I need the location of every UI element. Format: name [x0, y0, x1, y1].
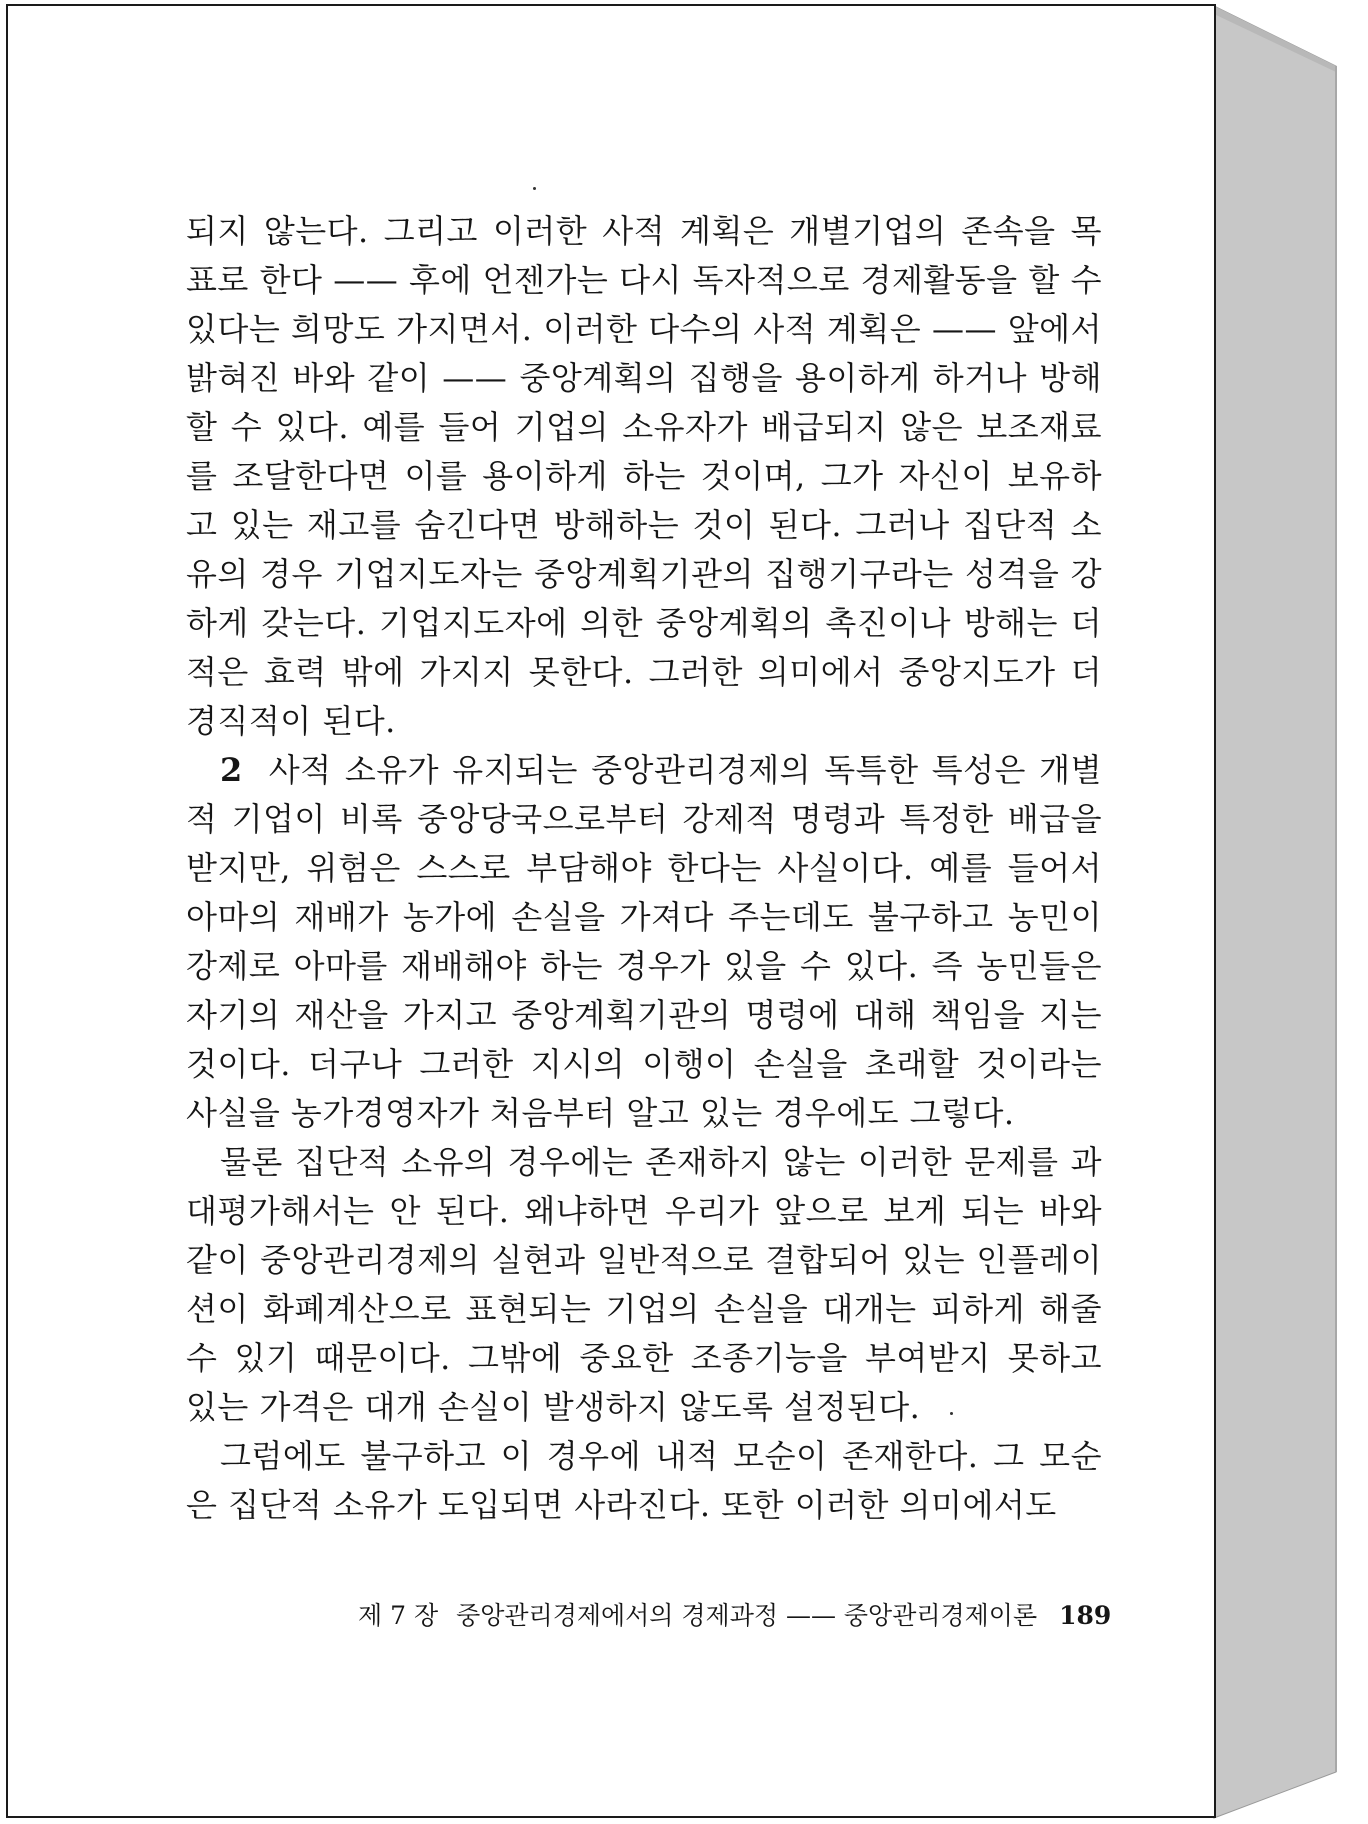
text-line: [186, 1432, 1102, 1481]
text-line: [186, 1285, 1102, 1334]
paragraph: [186, 1432, 1102, 1530]
text-line: [186, 844, 1102, 893]
line-text: 할 수 있다. 예를 들어 기업의 소유자가 배급되지 않은 보조재료: [186, 408, 1102, 446]
paragraph: [186, 1138, 1102, 1432]
text-line: [186, 403, 1102, 452]
line-text: 있다는 희망도 가지면서. 이러한 다수의 사적 계획은 —— 앞에서: [186, 310, 1102, 348]
text-line: [186, 305, 1102, 354]
line-text: 대평가해서는 안 된다. 왜냐하면 우리가 앞으로 보게 되는 바와: [186, 1192, 1102, 1230]
line-text: 유의 경우 기업지도자는 중앙계획기관의 집행기구라는 성격을 강: [186, 555, 1102, 593]
line-text: 사실을 농가경영자가 처음부터 알고 있는 경우에도 그렇다.: [186, 1094, 1015, 1132]
text-line: [186, 893, 1102, 942]
line-text: 표로 한다 —— 후에 언젠가는 다시 독자적으로 경제활동을 할 수: [186, 261, 1102, 299]
line-text: 적은 효력 밖에 가지지 못한다. 그러한 의미에서 중앙지도가 더: [186, 653, 1102, 691]
line-text: 물론 집단적 소유의 경우에는 존재하지 않는 이러한 문제를 과: [220, 1143, 1102, 1181]
line-text: 경직적이 된다.: [186, 702, 396, 740]
line-text: 되지 않는다. 그리고 이러한 사적 계획은 개별기업의 존속을 목: [186, 212, 1102, 250]
line-text: 사적 소유가 유지되는 중앙관리경제의 독특한 특성은 개별: [268, 751, 1102, 789]
text-line: [186, 354, 1102, 403]
footer-chapter: 제 7 장: [358, 1601, 439, 1630]
paragraph: [186, 746, 1102, 1138]
text-line: [186, 452, 1102, 501]
text-line: [186, 991, 1102, 1040]
line-text: 받지만, 위험은 스스로 부담해야 한다는 사실이다. 예를 들어서: [186, 849, 1102, 887]
line-text: 것이다. 더구나 그러한 지시의 이행이 손실을 초래할 것이라는: [186, 1045, 1102, 1083]
line-text: 그럼에도 불구하고 이 경우에 내적 모순이 존재한다. 그 모순: [220, 1437, 1102, 1475]
text-line: [186, 942, 1102, 991]
dust-speck: [533, 187, 536, 190]
line-text: 수 있기 때문이다. 그밖에 중요한 조종기능을 부여받지 못하고: [186, 1339, 1102, 1377]
text-line: [186, 795, 1102, 844]
text-line: [186, 207, 1102, 256]
line-text: 밝혀진 바와 같이 —— 중앙계획의 집행을 용이하게 하거나 방해: [186, 359, 1102, 397]
line-text: 은 집단적 소유가 도입되면 사라진다. 또한 이러한 의미에서도: [186, 1486, 1057, 1524]
line-text: 를 조달한다면 이를 용이하게 하는 것이며, 그가 자신이 보유하: [186, 457, 1102, 495]
running-footer: [358, 1596, 1112, 1636]
line-text: 같이 중앙관리경제의 실현과 일반적으로 결합되어 있는 인플레이: [186, 1241, 1102, 1279]
text-line: [186, 1334, 1102, 1383]
text-line: [186, 746, 1102, 795]
line-text: 강제로 아마를 재배해야 하는 경우가 있을 수 있다. 즉 농민들은: [186, 947, 1102, 985]
paragraph: [186, 207, 1102, 746]
body-text: [186, 207, 1102, 1530]
text-line: [186, 256, 1102, 305]
line-text: 아마의 재배가 농가에 손실을 가져다 주는데도 불구하고 농민이: [186, 898, 1102, 936]
text-line: [186, 599, 1102, 648]
line-text: 션이 화폐계산으로 표현되는 기업의 손실을 대개는 피하게 해줄: [186, 1290, 1102, 1328]
line-text: 자기의 재산을 가지고 중앙계획기관의 명령에 대해 책임을 지는: [186, 996, 1102, 1034]
text-line: [186, 501, 1102, 550]
text-line: [186, 1040, 1102, 1089]
line-text: 고 있는 재고를 숨긴다면 방해하는 것이 된다. 그러나 집단적 소: [186, 506, 1102, 544]
line-text: 하게 갖는다. 기업지도자에 의한 중앙계획의 촉진이나 방해는 더: [186, 604, 1102, 642]
text-line: [186, 1138, 1102, 1187]
line-text: 있는 가격은 대개 손실이 발생하지 않도록 설정된다.: [186, 1388, 921, 1426]
text-line: [186, 1236, 1102, 1285]
page-number: 189: [1059, 1601, 1112, 1630]
text-line: [186, 1089, 1102, 1138]
paragraph-number: 2: [220, 751, 243, 789]
text-line: [186, 1481, 1102, 1530]
text-line: [186, 550, 1102, 599]
text-line: [186, 1383, 1102, 1432]
text-line: [186, 697, 1102, 746]
text-line: [186, 1187, 1102, 1236]
footer-title: 중앙관리경제에서의 경제과정 —— 중앙관리경제이론: [456, 1601, 1038, 1630]
line-text: 적 기업이 비록 중앙당국으로부터 강제적 명령과 특정한 배급을: [186, 800, 1102, 838]
text-line: [186, 648, 1102, 697]
